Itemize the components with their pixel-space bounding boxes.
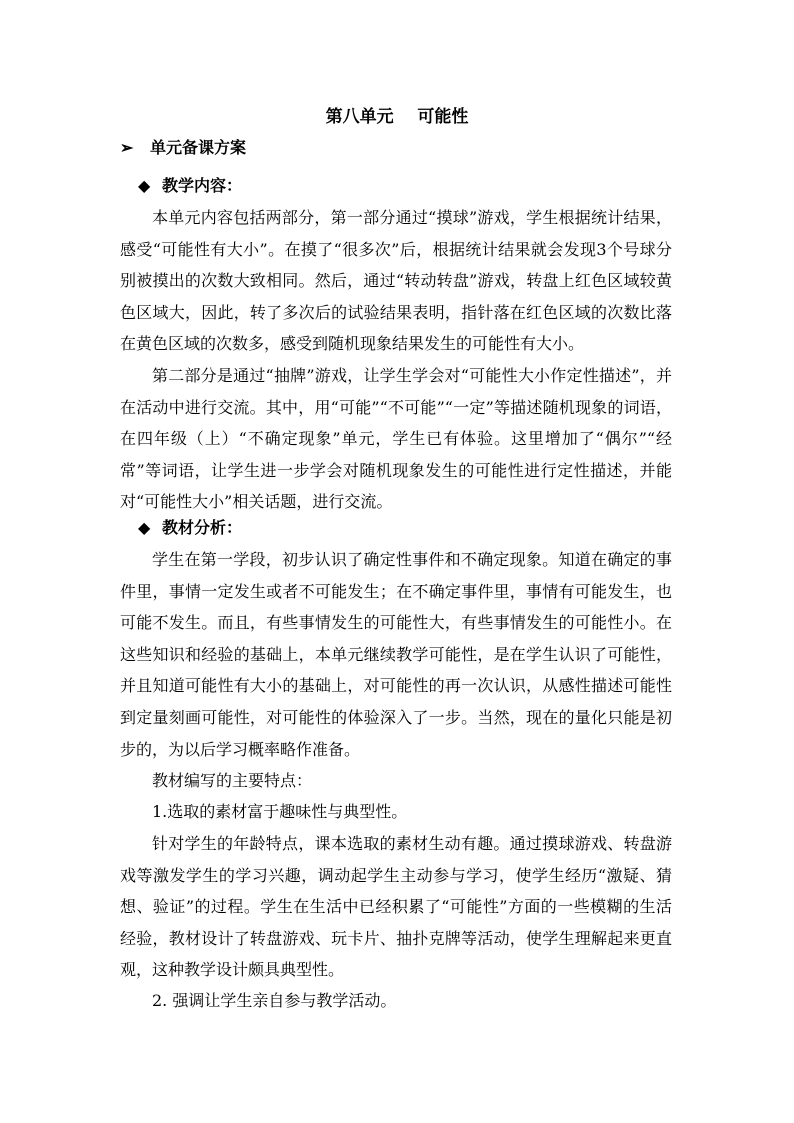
arrow-bullet-icon: ➢ <box>120 138 134 157</box>
paragraph: 教材编写的主要特点： <box>152 771 313 790</box>
paragraph: 2. 强调让学生亲自参与教学活动。 <box>152 991 397 1010</box>
subsection-heading-content <box>138 172 242 200</box>
diamond-bullet-icon: ◆ <box>138 518 151 537</box>
paragraph: 第二部分是通过“抽牌”游戏，让学生学会对“可能性大小作定性描述”，并在活动中进行交流。其中，用“可能”“不可能”“一定”等描述随机现象的词语，在四年级（上）“不确定现象”单元，学生已有体验。这里增加了“偶尔”“经常”等词语，让学生进一步学会对随机现象发生的可能性进行定性描述，并能对“可能性大小”相关话题，进行交流。 <box>120 366 672 512</box>
subsection-heading-text: 教学内容： <box>162 176 243 195</box>
paragraph: 针对学生的年龄特点，课本选取的素材生动有趣。通过摸球游戏、转盘游戏等激发学生的学习兴趣，调动起学生主动参与学习，使学生经历“激疑、猜想、验证”的过程。学生在生活中已经积累了“可能性”方面的一些模糊的生活经验，教材设计了转盘游戏、玩卡片、抽扑克牌等活动，使学生理解起来更直观，这种教学设计颇具典型性。 <box>120 834 672 980</box>
paragraph: 本单元内容包括两部分，第一部分通过“摸球”游戏，学生根据统计结果，感受“可能性有大小”。在摸了“很多次”后，根据统计结果就会发现3个号球分别被摸出的次数大致相同。然后，通过“转动转盘”游戏，转盘上红色区域较黄色区域大，因此，转了多次后的试验结果表明，指针落在红色区域的次数比落在黄色区域的次数多，感受到随机现象结果发生的可能性有大小。 <box>120 208 672 354</box>
document-title: 第八单元 可能性 <box>325 107 469 127</box>
paragraph: 学生在第一学段，初步认识了确定性事件和不确定现象。知道在确定的事件里，事情一定发生或者不可能发生；在不确定事件里，事情有可能发生，也可能不发生。而且，有些事情发生的可能性大，有些事情发生的可能性小。在这些知识和经验的基础上，本单元继续教学可能性，是在学生认识了可能性，并且知道可能性有大小的基础上，对可能性的再一次认识，从感性描述可能性到定量刻画可能性，对可能性的体验深入了一步。当然，现在的量化只能是初步的，为以后学习概率略作准备。 <box>120 550 672 759</box>
section-heading <box>120 134 246 162</box>
paragraph: 1.选取的素材富于趣味性与典型性。 <box>152 802 408 821</box>
subsection-heading-analysis <box>138 514 242 542</box>
section-heading-text: 单元备课方案 <box>150 138 247 157</box>
diamond-bullet-icon: ◆ <box>138 176 151 195</box>
subsection-heading-text: 教材分析： <box>162 518 243 537</box>
